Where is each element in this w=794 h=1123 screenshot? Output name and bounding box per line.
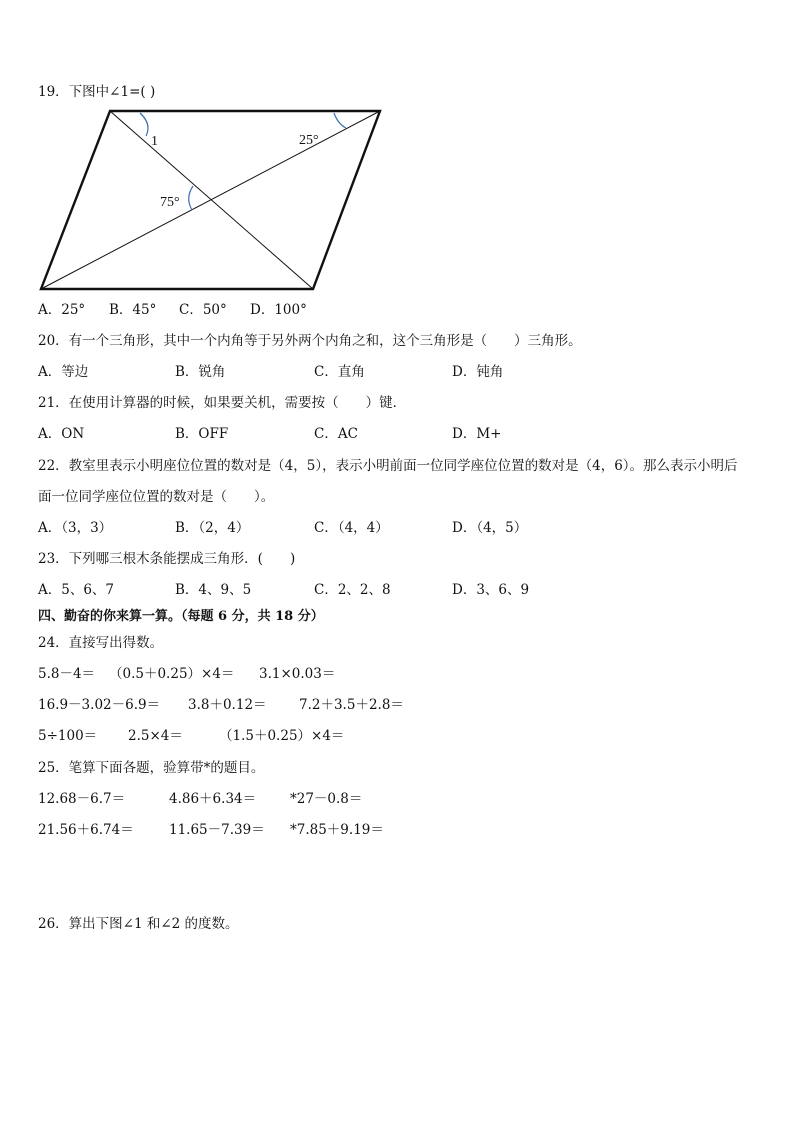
q24-r3-c2: 2.5×4＝ <box>128 728 183 744</box>
q23-option-d[interactable]: D．3、6、9 <box>452 582 530 598</box>
angle-25-label: 25° <box>299 133 319 148</box>
q24-r3-c3: （1.5＋0.25）×4＝ <box>219 728 345 744</box>
angle-25-arc <box>334 113 346 128</box>
q22-option-d[interactable]: D．（4，5） <box>452 520 528 536</box>
q25-r1-c2: 4.86＋6.34＝ <box>169 791 257 807</box>
q24-r1-c2: （0.5＋0.25）×4＝ <box>109 666 235 682</box>
q19-option-c[interactable]: C．50° <box>179 302 227 318</box>
q24-r1-c3: 3.1×0.03＝ <box>259 666 336 682</box>
q22-stem-line1: 22．教室里表示小明座位位置的数对是（4，5），表示小明前面一位同学座位位置的数对是（4，6）。那么表示小明后 <box>38 458 738 474</box>
q21-option-b[interactable]: B．OFF <box>175 426 229 442</box>
q19-option-b[interactable]: B．45° <box>109 302 157 318</box>
angle-1-arc <box>140 113 148 136</box>
q22-option-c[interactable]: C．（4，4） <box>314 520 389 536</box>
q26-stem: 26．算出下图∠1 和∠2 的度数。 <box>38 916 239 932</box>
q22-option-a[interactable]: A．（3，3） <box>38 520 113 536</box>
q24-r2-c2: 3.8＋0.12＝ <box>188 697 267 713</box>
angle-75-arc <box>189 186 193 210</box>
section-4-heading: 四、勤奋的你来算一算。（每题 6 分，共 18 分） <box>38 609 324 624</box>
q25-r2-c1: 21.56＋6.74＝ <box>38 822 134 838</box>
q23-option-b[interactable]: B．4、9、5 <box>175 582 252 598</box>
q21-option-a[interactable]: A．ON <box>38 426 85 442</box>
q24-r2-c3: 7.2＋3.5＋2.8＝ <box>299 697 404 713</box>
q25-r2-c3: *7.85＋9.19＝ <box>290 822 384 838</box>
q20-option-a[interactable]: A．等边 <box>38 364 89 380</box>
q21-option-c[interactable]: C．AC <box>314 426 358 442</box>
q19-option-d[interactable]: D．100° <box>250 302 307 318</box>
q20-stem: 20．有一个三角形，其中一个内角等于另外两个内角之和，这个三角形是（ ）三角形。 <box>38 333 582 349</box>
q22-stem-line2: 面一位同学座位位置的数对是（ ）。 <box>38 489 275 505</box>
q21-stem: 21．在使用计算器的时候，如果要关机，需要按（ ）键． <box>38 395 407 411</box>
q20-option-d[interactable]: D．钝角 <box>452 364 504 380</box>
q19-option-a[interactable]: A．25° <box>38 302 86 318</box>
q19-stem: 19．下图中∠1=( ) <box>38 84 156 100</box>
q24-r3-c1: 5÷100＝ <box>38 728 98 744</box>
q25-stem: 25．笔算下面各题，验算带*的题目。 <box>38 760 265 776</box>
diagonal-2 <box>41 111 380 289</box>
q20-option-c[interactable]: C．直角 <box>314 364 365 380</box>
q23-stem: 23．下列哪三根木条能摆成三角形．( ) <box>38 551 296 567</box>
q21-option-d[interactable]: D．M+ <box>452 426 502 442</box>
angle-1-label: 1 <box>151 134 158 149</box>
q20-option-b[interactable]: B．锐角 <box>175 364 226 380</box>
q25-r2-c2: 11.65－7.39＝ <box>169 822 265 838</box>
q23-option-a[interactable]: A．5、6、7 <box>38 582 115 598</box>
q24-r1-c1: 5.8－4＝ <box>38 666 96 682</box>
q25-r1-c1: 12.68－6.7＝ <box>38 791 126 807</box>
q23-option-c[interactable]: C．2、2、8 <box>314 582 391 598</box>
q22-option-b[interactable]: B．（2，4） <box>175 520 250 536</box>
q24-stem: 24．直接写出得数。 <box>38 635 164 651</box>
q25-r1-c3: *27－0.8＝ <box>290 791 363 807</box>
q24-r2-c1: 16.9－3.02－6.9＝ <box>38 697 161 713</box>
angle-75-label: 75° <box>160 195 180 210</box>
